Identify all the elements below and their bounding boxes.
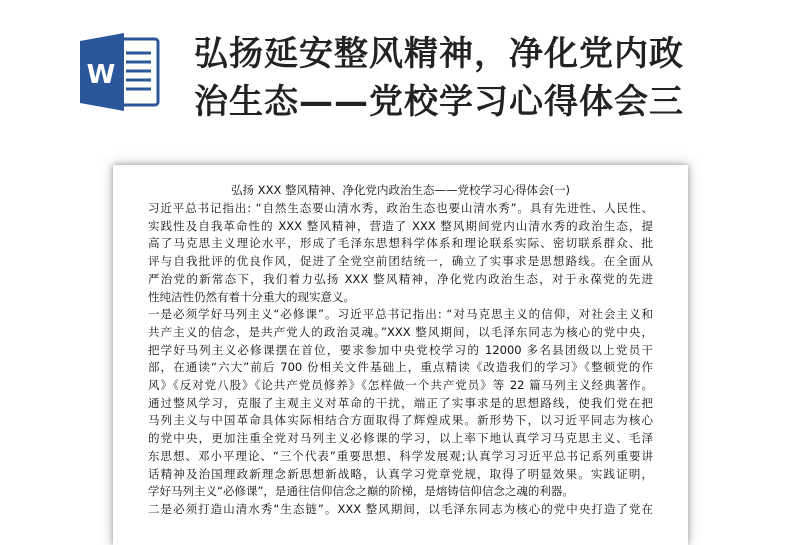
word-document-icon [78,33,162,111]
document-line: 高了马克思主义理论水平，形成了毛泽东思想科学体系和理论联系实际、密切联系群众、批 [148,236,653,251]
document-line: 风》《反对党八股》《论共产党员修养》《怎样做一个共产党员》等 22 篇马列主义经典著作。 [148,378,653,393]
document-line: 二是必须打造山清水秀“生态链”。XXX 整风期间，以毛泽东同志为核心的党中央打造了党在 [148,501,653,516]
document-body [148,181,653,519]
document-preview-page [113,165,688,545]
document-line: 部，在通读“六大”前后 700 份相关文件基础上，重点精读《改造我们的学习》《整顿党的作 [148,360,653,375]
document-title-line-1: 弘扬延安整风精神，净化党内政 [194,34,684,74]
document-heading: 弘扬 XXX 整风精神、净化党内政治生态——党校学习心得体会(一) [231,183,570,197]
document-paragraphs [148,200,653,519]
document-line: 评与自我批评的优良作风，促进了全党空前团结统一，确立了实事求是思想路线。在全面从 [148,254,653,269]
document-line: 习近平总书记指出: “自然生态要山清水秀，政治生态也要山清水秀”。具有先进性、人民性、 [148,201,653,215]
document-title [194,30,784,126]
document-line: 东思想、邓小平理论、“三个代表”重要思想、科学发展观;认真学习习近平总书记系列重要讲 [148,448,653,463]
document-line: 的党中央，更加注重全党对马列主义必修课的学习，以上率下地认真学习马克思主义、毛泽 [148,431,653,446]
document-line: 性纯洁性仍然有着十分重大的现实意义。 [148,289,355,304]
document-line: 实践性及自我革命性的 XXX 整风精神，营造了 XXX 整风期间党内山清水秀的政治生态，提 [148,218,653,233]
document-line: 一是必须学好马列主义“必修课”。习近平总书记指出: “对马克思主义的信仰，对社会主义和 [148,307,653,322]
document-line: 把学好马列主义必修课摆在首位，要求参加中央党校学习的 12000 多名县团级以上党员干 [148,342,653,357]
document-line: 严治党的新常态下，我们着力弘扬 XXX 整风精神，净化党内政治生态，对于永葆党的先进 [148,271,653,286]
document-title-line-2: 治生态——党校学习心得体会三 [194,82,684,122]
document-line: 话精神及治国理政新理念新思想新战略，认真学习党章党规，取得了明显效果。实践证明， [148,466,653,481]
document-line: 马列主义与中国革命具体实际相结合方面取得了辉煌成果。新形势下，以习近平同志为核心 [148,413,653,428]
svg-text:W: W [86,60,116,90]
document-line: 学好马列主义“必修课”，是通往信仰信念之巅的阶梯，是熔铸信仰信念之魂的利器。 [148,484,574,499]
document-line: 共产主义的信念，是共产党人的政治灵魂。”XXX 整风期间，以毛泽东同志为核心的党中央， [148,324,653,339]
document-line: 通过整风学习，克服了主观主义对革命的干扰，端正了实事求是的思想路线，使我们党在把 [148,395,653,410]
